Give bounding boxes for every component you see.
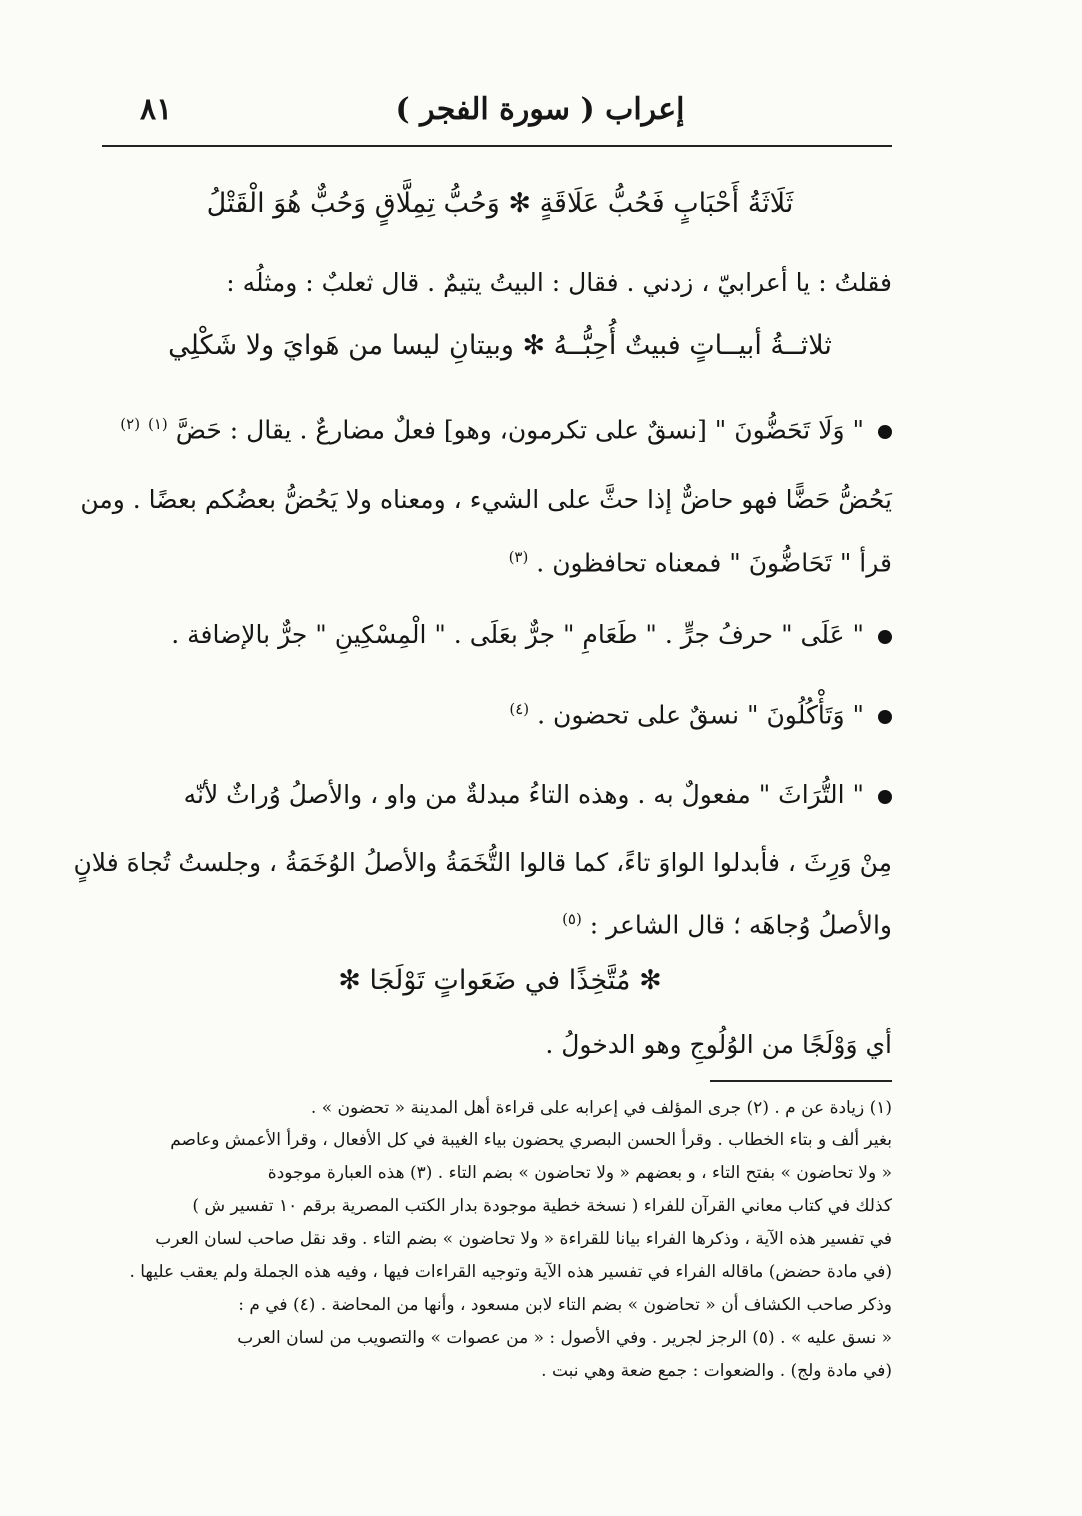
footnote-line: وذكر صاحب الكشاف أن « تحاضون » بضم التاء لابن مسعود ، وأنها من المحاضة . (٤) في م : [238, 1295, 892, 1315]
footnote-line: « ولا تحاضون » بفتح التاء ، و بعضهم « ولا تحاضون » بضم التاء . (٣) هذه العبارة موجودة [267, 1163, 892, 1183]
verse-line-3: ✻ مُتَّخِذًا في ضَعَواتٍ تَوْلَجَا ✻ [338, 965, 662, 996]
footnote-line: (١) زيادة عن م . (٢) جرى المؤلف في إعرابه على قراءة أهل المدينة « تحضون » . [310, 1098, 892, 1118]
paragraph-turath-line-2: مِنْ وَرِثَ ، فأبدلوا الواوَ تاءً، كما قالوا التُّخَمَةُ والأصلُ الوُخَمَةُ ، وجلستُ تُجاهَ فلانٍ [73, 848, 892, 877]
paragraph-wala-tahaddun-line-3 [152, 548, 892, 577]
footnote-ref-5[interactable]: (٥) [562, 910, 582, 928]
paragraph-text: والأصلُ وُجاهَه ؛ قال الشاعر : [589, 910, 892, 940]
footnote-ref-2[interactable]: (٢) [120, 415, 141, 433]
bullet-icon [878, 425, 892, 439]
paragraph-wala-tahaddun-line-2: يَحُضُّ حَضًّا فهو حاضٌّ إذا حثَّ على الشيء ، ومعناه ولا يَحُضُّ بعضُكم بعضًا . ومن [80, 485, 892, 514]
paragraph-wala-tahaddun-line-1 [120, 415, 892, 445]
page-number: ٨١ [140, 92, 173, 127]
paragraph-text: " وَلَا تَحَضُّونَ " [نسقٌ على تكرمون، وهو] فعلٌ مضارعٌ . يقال : حَضَّ [175, 415, 864, 445]
bullet-icon [878, 790, 892, 804]
footnote-ref-3[interactable]: (٣) [508, 548, 529, 566]
paragraph-turath-line-3 [152, 910, 892, 939]
footnote-divider [710, 1080, 892, 1082]
footnote-line: في تفسير هذه الآية ، وذكرها الفراء بيانا للقراءة « ولا تحاضون » بضم التاء . وقد نقل صاحب لسان العرب [155, 1229, 892, 1249]
paragraph-ala-taam [152, 620, 892, 649]
footnote-line: « نسق عليه » . (٥) الرجز لجرير . وفي الأصول : « من عصوات » والتصويب من لسان العرب [237, 1328, 892, 1348]
footnote-line: كذلك في كتاب معاني القرآن للفراء ( نسخة خطية موجودة بدار الكتب المصرية برقم ١٠ تفسير ش ) [192, 1196, 892, 1216]
footnote-ref-4[interactable]: (٤) [509, 700, 530, 718]
text-line-said: فقلتُ : يا أعرابيّ ، زدني . فقال : البيتُ يتيمٌ . قال ثعلبٌ : ومثلُه : [226, 268, 892, 297]
footnote-line: (في مادة حضض) ماقاله الفراء في تفسير هذه الآية وتوجيه القراءات فيها ، وفيه هذه الجملة ولم يعقب عليها . [129, 1262, 892, 1282]
paragraph-takuluna [152, 700, 892, 729]
footnote-line: (في مادة ولج) . والضعوات : جمع ضعة وهي نبت . [541, 1361, 892, 1381]
verse-line-2: ثلاثــةُ أبيــاتٍ فبيتٌ أُحِبُّــهُ ✻ وبيتانِ ليسا من هَوايَ ولا شَكْلِي [168, 330, 832, 361]
paragraph-turath-line-1 [152, 780, 892, 809]
bullet-icon [878, 630, 892, 644]
paragraph-text: قرأ " تَحَاضُّونَ " فمعناه تحافظون . [536, 548, 892, 578]
text-line-final: أي وَوْلَجًا من الوُلُوجِ وهو الدخولُ . [545, 1030, 892, 1059]
page-header-title: إعراب ( سورة الفجر ) [395, 92, 685, 127]
paragraph-text: " وَتَأْكُلُونَ " نسقٌ على تحضون . [537, 700, 864, 730]
bullet-icon [878, 710, 892, 724]
footnote-line: بغير ألف و بتاء الخطاب . وقرأ الحسن البصري يحضون بياء الغيبة في كل الأفعال ، وقرأ الأعمش وعاصم [170, 1130, 892, 1150]
verse-line-1: ثَلَاثَةُ أَحْبَابٍ فَحُبُّ عَلَاقَةٍ ✻ وَحُبُّ تِمِلَّاقٍ وَحُبٌّ هُوَ الْقَتْلُ [206, 188, 794, 219]
paragraph-text: " عَلَى " حرفُ جرٍّ . " طَعَامِ " جرٌّ بعَلَى . " الْمِسْكِينِ " جرٌّ بالإضافة . [171, 620, 864, 649]
footnote-ref-1[interactable]: (١) [148, 415, 168, 433]
paragraph-text: " التُّرَاثَ " مفعولٌ به . وهذه التاءُ مبدلةٌ من واو ، والأصلُ وُراثٌ لأنّه [183, 780, 864, 809]
header-divider [102, 145, 892, 147]
